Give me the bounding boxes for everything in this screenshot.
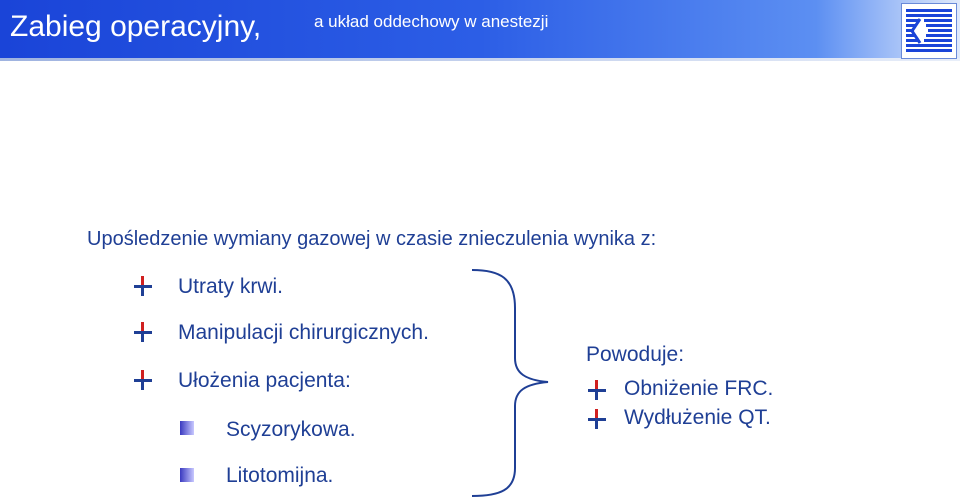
list-item: Obniżenie FRC. [624,377,774,400]
slide-title: Zabieg operacyjny, [10,10,262,43]
title-bar-shadow [0,58,960,61]
square-bullet-icon [180,421,194,435]
square-bullet-icon [180,468,194,482]
list-item: Ułożenia pacjenta: [178,369,351,392]
institution-logo-icon [901,3,957,59]
list-item: Manipulacji chirurgicznych. [178,321,429,344]
cross-bullet-icon [134,276,152,296]
list-item: Wydłużenie QT. [624,406,771,429]
intro-text: Upośledzenie wymiany gazowej w czasie znieczulenia wynika z: [87,228,657,250]
list-item: Utraty krwi. [178,275,283,298]
cross-bullet-icon [134,370,152,390]
result-heading: Powoduje: [586,343,685,366]
list-item: Scyzorykowa. [226,418,356,441]
list-item: Litotomijna. [226,464,334,487]
cross-bullet-icon [588,380,606,400]
curly-brace [470,268,560,498]
cross-bullet-icon [588,409,606,429]
cross-bullet-icon [134,322,152,342]
slide-subtitle: a układ oddechowy w anestezji [314,12,549,31]
